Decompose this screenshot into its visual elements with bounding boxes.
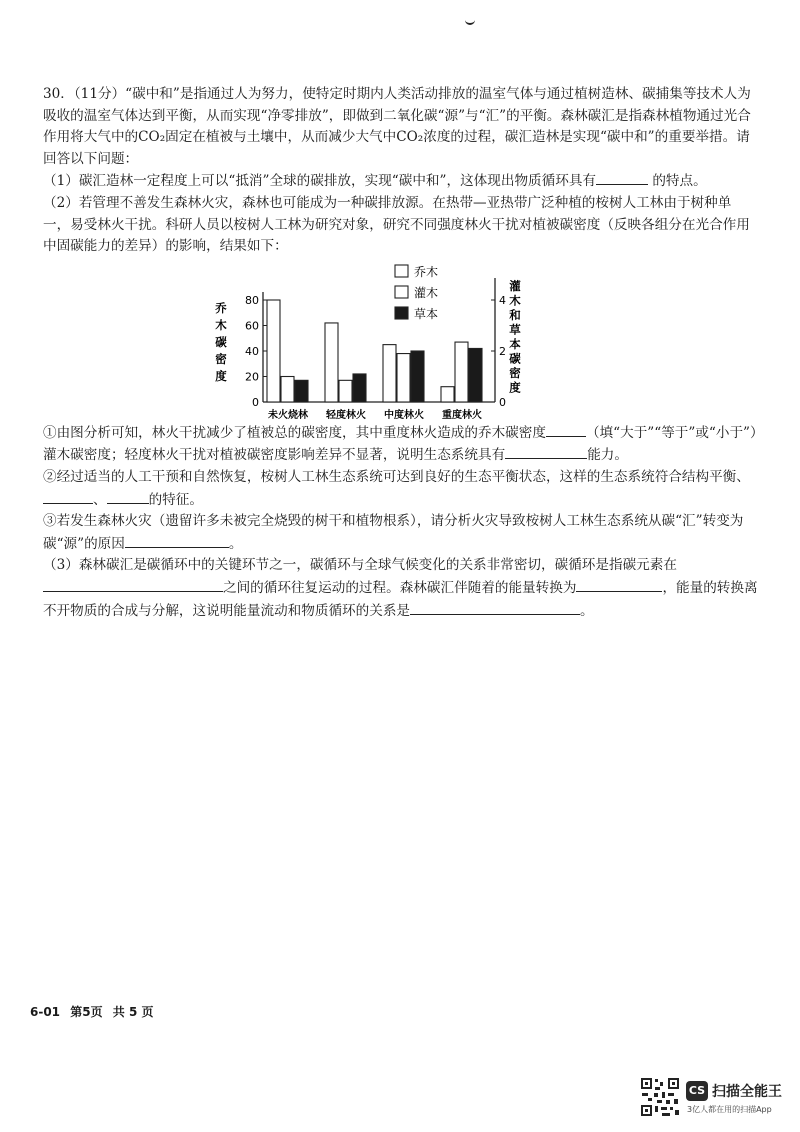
- answer-blank[interactable]: [576, 577, 662, 592]
- answer-blank[interactable]: [596, 170, 648, 185]
- scanner-name: 扫描全能王: [712, 1084, 782, 1100]
- answer-blank[interactable]: [505, 444, 587, 459]
- legend-label: 草本: [414, 306, 439, 321]
- subquestion-2-2: ②经过适当的人工干预和自然恢复，桉树人工林生态系统可达到良好的生态平衡状态，这样的生态系统符合结构平衡、、 的特征。: [43, 468, 750, 508]
- page-number: 第5页: [70, 1005, 103, 1019]
- subquestion-1: （1）碳汇造林一定程度上可以“抵消”全球的碳排放，实现“碳中和”，这体现出物质循环具有 的特点。: [43, 170, 758, 193]
- bar-草本: [411, 351, 424, 402]
- left-axis-label-char: 密: [215, 351, 227, 366]
- page-mark: [465, 18, 475, 25]
- answer-blank[interactable]: [43, 489, 93, 504]
- answer-blank[interactable]: [125, 533, 229, 548]
- category-label: 中度林火: [384, 409, 424, 420]
- bar-乔木: [441, 386, 454, 401]
- bar-乔木: [325, 323, 338, 402]
- right-tick-label: 4: [499, 293, 506, 307]
- question-30: [43, 84, 758, 622]
- subquestion-2-3: ③若发生森林火灾（遗留许多未被完全烧毁的树干和植物根系），请分析火灾导致桉树人工林生态系统从碳“汇”转变为碳“源”的原因 。: [43, 513, 744, 552]
- bar-灌木: [455, 342, 468, 402]
- scanner-watermark: [640, 1077, 790, 1122]
- left-axis-label-char: 木: [215, 317, 227, 332]
- right-axis-label-char: 度: [509, 380, 521, 395]
- bar-草本: [353, 374, 366, 402]
- left-axis-label-char: 碳: [215, 334, 227, 349]
- right-axis-label-char: 和: [509, 307, 521, 322]
- subquestion-2-intro: （2）若管理不善发生森林火灾，森林也可能成为一种碳排放源。在热带—亚热带广泛种植的桉树人工林由于树种单一，易受林火干扰。科研人员以桉树人工林为研究对象，研究不同强度林火干扰对植被碳密度（反映各组分在光合作用中固碳能力的差异）的影响，结果如下：: [43, 194, 750, 255]
- left-tick-label: 60: [245, 319, 259, 333]
- right-axis-label-char: 灌: [509, 278, 521, 293]
- scanner-logo: CS: [686, 1081, 708, 1101]
- answer-blank[interactable]: [410, 600, 580, 615]
- bar-草本: [295, 380, 308, 402]
- bar-乔木: [267, 300, 280, 402]
- bar-chart: [43, 260, 758, 420]
- left-tick-label: 40: [245, 344, 259, 358]
- answer-blank[interactable]: [43, 577, 223, 592]
- category-label: 重度林火: [442, 409, 482, 420]
- bar-乔木: [383, 344, 396, 401]
- right-axis-label-char: 草: [509, 322, 521, 337]
- scanner-tagline: 3亿人都在用的扫描App: [687, 1105, 772, 1114]
- answer-blank[interactable]: [546, 422, 586, 437]
- right-tick-label: 0: [499, 395, 506, 409]
- right-tick-label: 2: [499, 344, 506, 358]
- category-label: 轻度林火: [326, 409, 366, 420]
- left-tick-label: 20: [245, 370, 259, 384]
- question-intro: 30．（11分）“碳中和”是指通过人为努力，使特定时期内人类活动排放的温室气体与通过植树造林、碳捕集等技术人为吸收的温室气体达到平衡，从而实现“净零排放”，即做到二氧化碳“源”与“汇”的平衡。森林碳汇是指森林植物通过光合作用将大气中的CO₂固定在植被与土壤中，从而减少大气中CO₂浓度的过程，碳汇造林是实现“碳中和”的重要举措。请回答以下问题：: [43, 86, 751, 167]
- right-axis-label-char: 本: [509, 336, 521, 351]
- left-tick-label: 0: [252, 395, 259, 409]
- carbon-density-chart: [43, 260, 758, 420]
- legend-swatch-乔木: [395, 265, 408, 277]
- bar-草本: [469, 348, 482, 402]
- subquestion-2-1: ①由图分析可知，林火干扰减少了植被总的碳密度，其中重度林火造成的乔木碳密度 （填“大于”“等于”或“小于”）灌木碳密度；轻度林火干扰对植被碳密度影响差异不显著，说明生态系统具有 能力。: [43, 422, 758, 467]
- subquestion-3: （3）森林碳汇是碳循环中的关键环节之一，碳循环与全球气候变化的关系非常密切，碳循环是指碳元素在之间的循环往复运动的过程。森林碳汇伴随着的能量转换为 ，能量的转换离不开物质的合成与分解，这说明能量流动和物质循环的关系是 。: [43, 557, 758, 619]
- bar-灌木: [281, 376, 294, 402]
- legend-swatch-灌木: [395, 286, 408, 298]
- left-tick-label: 80: [245, 293, 259, 307]
- bar-灌木: [397, 353, 410, 401]
- right-axis-label-char: 密: [509, 365, 521, 380]
- legend-label: 乔木: [414, 264, 439, 279]
- legend-label: 灌木: [414, 285, 439, 300]
- right-axis-label-char: 碳: [509, 351, 521, 366]
- paper-code: 6-01: [30, 1005, 61, 1019]
- bar-灌木: [339, 380, 352, 402]
- left-axis-label-char: 度: [215, 368, 227, 383]
- page-footer: [30, 1003, 153, 1020]
- left-axis-label-char: 乔: [215, 300, 227, 315]
- right-axis-label-char: 木: [509, 293, 521, 308]
- answer-blank[interactable]: [107, 489, 149, 504]
- page-total: 共 5 页: [112, 1005, 154, 1019]
- category-label: 未火烧林: [268, 409, 308, 420]
- legend-swatch-草本: [395, 307, 408, 319]
- qr-code-icon: [640, 1077, 680, 1117]
